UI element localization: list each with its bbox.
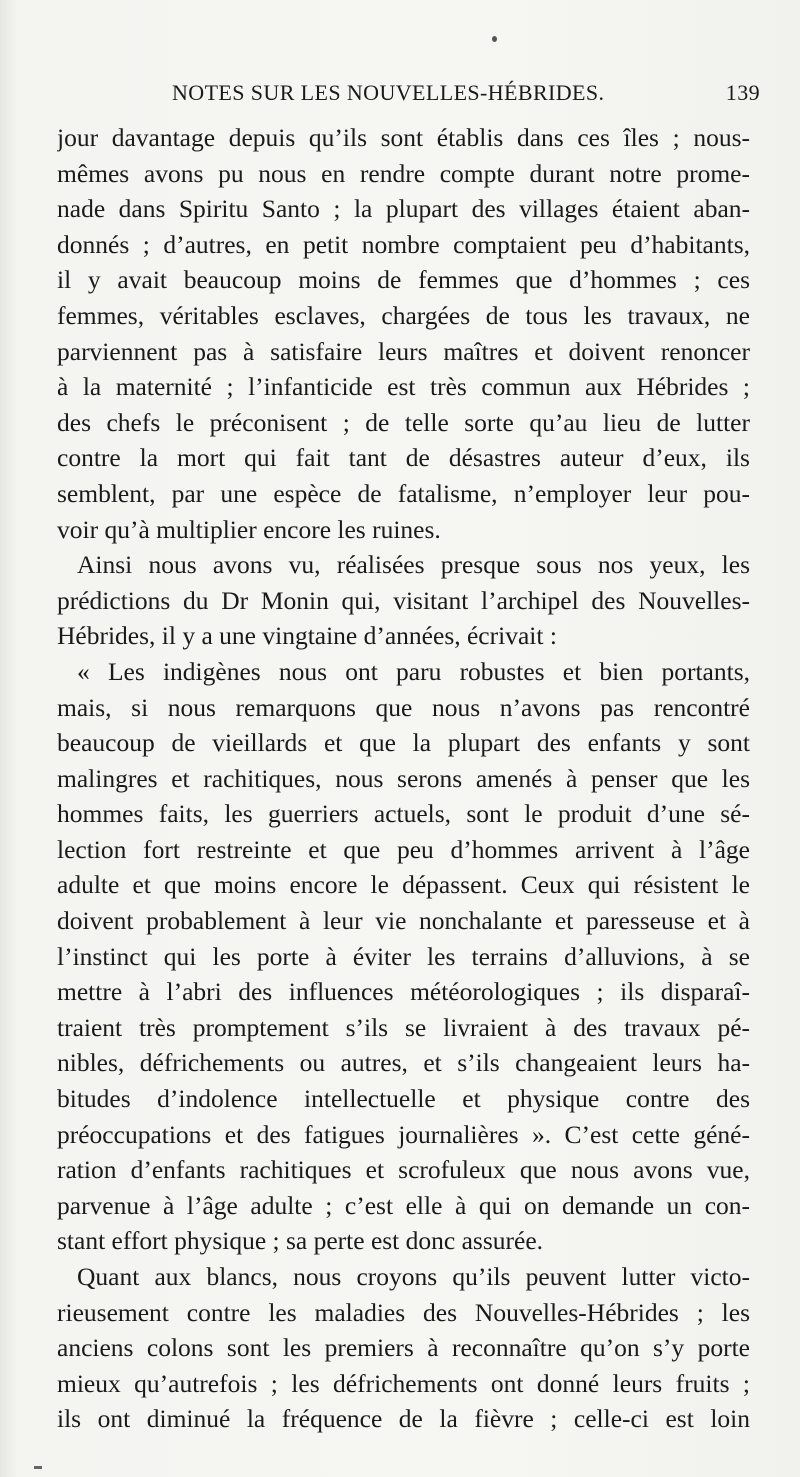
text-line: traient très promptement s’ils se livraient à des travaux pé- [57, 1012, 750, 1042]
text-line: Hébrides, il y a une vingtaine d’années, écrivait : [57, 621, 557, 651]
text-line: préoccupations et des fatigues journalières ». C’est cette géné- [57, 1119, 750, 1149]
text-line: nibles, défrichements ou autres, et s’ils changeaient leurs ha- [57, 1048, 750, 1078]
text-line: lection fort restreinte et que peu d’hommes arrivent à l’âge [57, 834, 750, 864]
text-line: Ainsi nous avons vu, réalisées presque sous nos yeux, les [77, 550, 750, 580]
text-line: « Les indigènes nous ont paru robustes et bien portants, [77, 656, 750, 686]
text-line: jour davantage depuis qu’ils sont établis dans ces îles ; nous- [57, 123, 750, 152]
page-number: 139 [725, 80, 760, 105]
text-line: voir qu’à multiplier encore les ruines. [57, 514, 441, 544]
text-line: il y avait beaucoup moins de femmes que d’hommes ; ces [57, 265, 750, 295]
text-line: stant effort physique ; sa perte est donc assurée. [57, 1226, 544, 1256]
text-line: hommes faits, les guerriers actuels, sont le produit d’une sé- [57, 799, 750, 829]
running-title: NOTES SUR LES NOUVELLES-HÉBRIDES. [172, 80, 605, 105]
text-line: anciens colons sont les premiers à reconnaître qu’on s’y porte [57, 1333, 750, 1363]
text-line: à la maternité ; l’infanticide est très commun aux Hébrides ; [57, 372, 750, 402]
running-header [60, 80, 760, 110]
text-line: rieusement contre les maladies des Nouvelles-Hébrides ; les [57, 1297, 750, 1327]
text-line: mettre à l’abri des influences météorologiques ; ils disparaî- [57, 977, 750, 1007]
text-line: femmes, véritables esclaves, chargées de tous les travaux, ne [57, 300, 750, 330]
text-line: beaucoup de vieillards et que la plupart des enfants y sont [57, 728, 750, 758]
text-line: malingres et rachitiques, nous serons amenés à penser que les [57, 763, 750, 793]
text-line: ration d’enfants rachitiques et scrofuleux que nous avons vue, [57, 1155, 750, 1185]
text-line: mais, si nous remarquons que nous n’avons pas rencontré [57, 692, 750, 722]
text-line: bitudes d’indolence intellectuelle et physique contre des [57, 1084, 750, 1114]
text-line: adulte et que moins encore le dépassent. Ceux qui résistent le [57, 870, 750, 900]
text-line: ils ont diminué la fréquence de la fièvre ; celle-ci est loin [57, 1404, 750, 1434]
text-line: semblent, par une espèce de fatalisme, n’employer leur pou- [57, 478, 750, 508]
text-line: l’instinct qui les porte à éviter les terrains d’alluvions, à se [57, 941, 750, 971]
ink-mark [34, 1466, 42, 1469]
text-line: Quant aux blancs, nous croyons qu’ils peuvent lutter victo- [77, 1262, 750, 1291]
body-text [57, 120, 750, 1437]
text-line: mêmes avons pu nous en rendre compte durant notre prome- [57, 158, 750, 188]
ink-speck [492, 36, 497, 42]
text-line: prédictions du Dr Monin qui, visitant l’archipel des Nouvelles- [57, 585, 750, 615]
text-line: mieux qu’autrefois ; les défrichements ont donné leurs fruits ; [57, 1368, 750, 1398]
text-line: contre la mort qui fait tant de désastres auteur d’eux, ils [57, 443, 750, 473]
text-line: parviennent pas à satisfaire leurs maîtres et doivent renoncer [57, 336, 750, 366]
text-line: nade dans Spiritu Santo ; la plupart des villages étaient aban- [57, 194, 750, 224]
text-line: parvenue à l’âge adulte ; c’est elle à qui on demande un con- [57, 1190, 750, 1220]
text-line: des chefs le préconisent ; de telle sorte qu’au lieu de lutter [57, 407, 750, 437]
text-line: doivent probablement à leur vie nonchalante et paresseuse et à [57, 906, 750, 936]
text-line: donnés ; d’autres, en petit nombre comptaient peu d’habitants, [57, 229, 750, 259]
